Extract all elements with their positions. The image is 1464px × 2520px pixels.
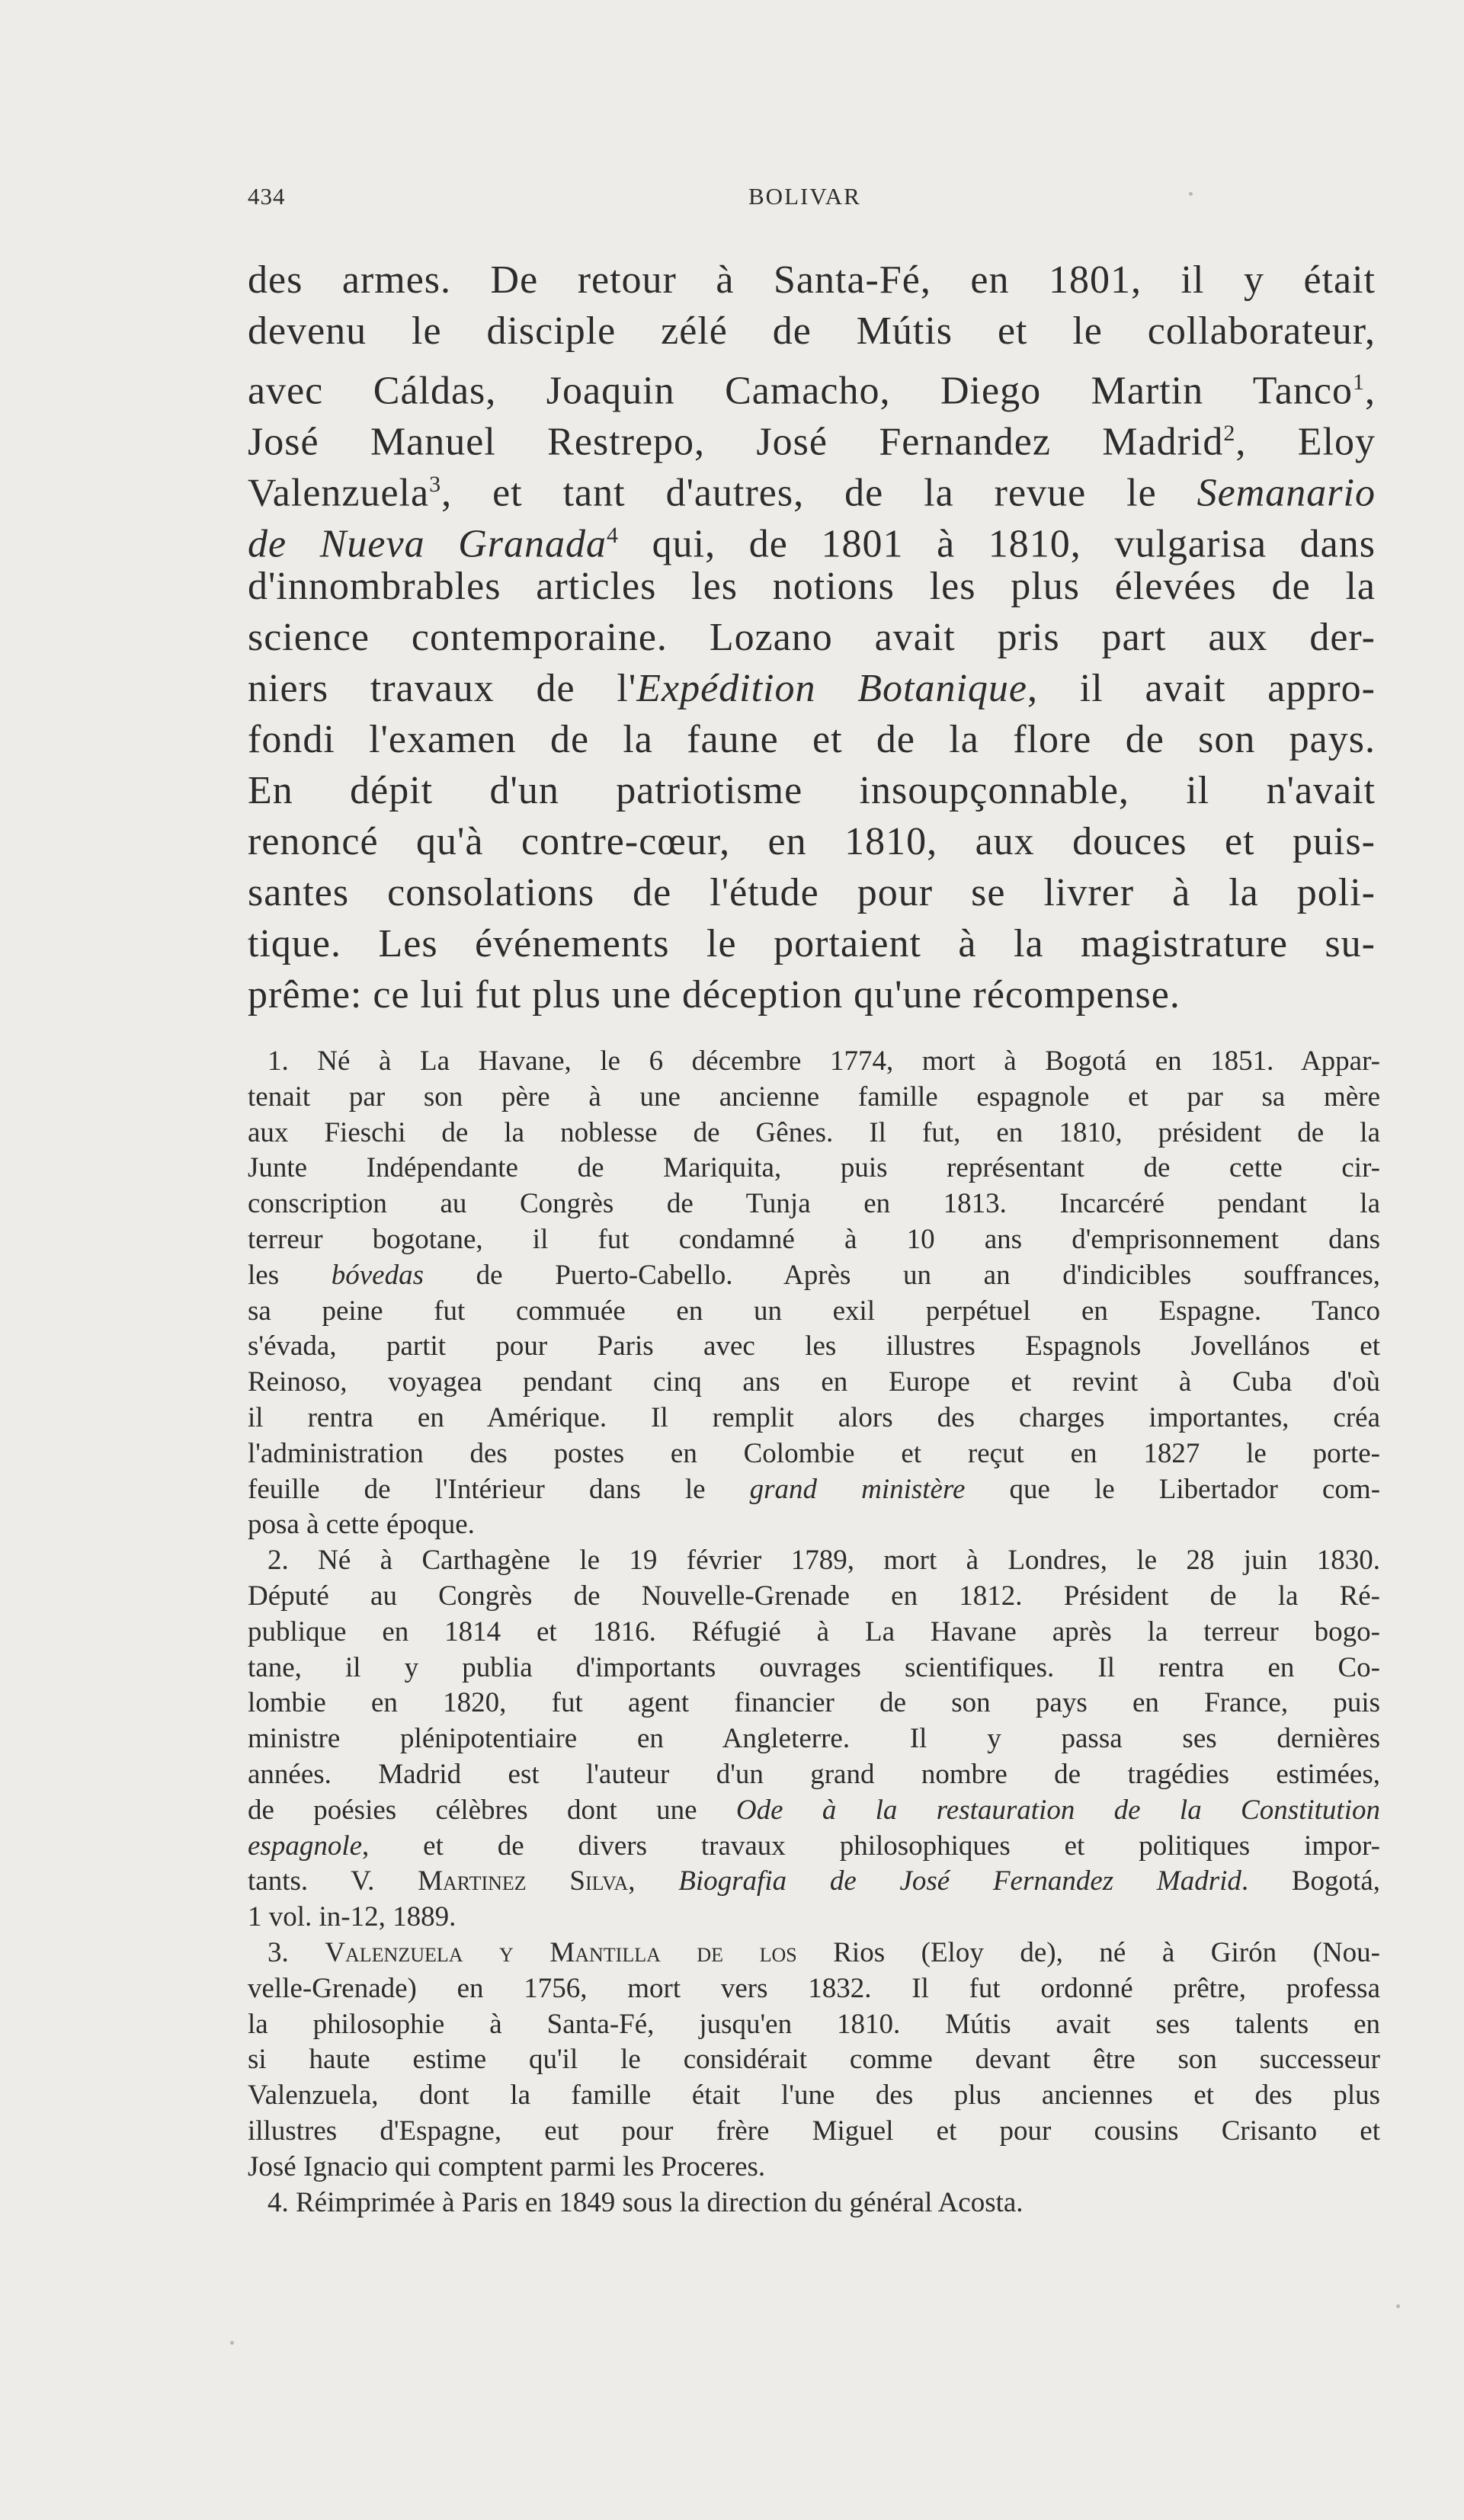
body-line: renoncé qu'à contre-cœur, en 1810, aux douces et puis- xyxy=(248,820,1376,863)
footnote-line: terreur bogotane, il fut condamné à 10 ans d'emprisonnement dans xyxy=(248,1223,1380,1255)
paper-speck xyxy=(1396,2304,1400,2308)
footnote-line: Député au Congrès de Nouvelle-Grenade en 1812. Président de la Ré- xyxy=(248,1580,1380,1612)
body-line: d'innombrables articles les notions les plus élevées de la xyxy=(248,565,1376,608)
body-line: prême: ce lui fut plus une déception qu'une récompense. xyxy=(248,973,1180,1017)
footnote-line: feuille de l'Intérieur dans le grand ministère que le Libertador com- xyxy=(248,1473,1381,1505)
body-line: des armes. De retour à Santa-Fé, en 1801, il y était xyxy=(248,258,1376,302)
italic-title: Expédition Botanique xyxy=(636,667,1027,710)
body-line: de Nueva Granada$^4$ qui, de 1801 à 1810, vulgarisa dans xyxy=(248,522,1376,566)
footnote-line: 1 vol. in-12, 1889. xyxy=(248,1901,456,1933)
page-header xyxy=(248,183,1223,221)
footnote-ref-1: 1 xyxy=(1353,370,1365,395)
footnote-line: illustres d'Espagne, eut pour frère Miguel et pour cousins Crisanto et xyxy=(248,2115,1380,2147)
italic-title: Semanario xyxy=(1197,471,1376,515)
italic-title: de Nueva Granada xyxy=(248,522,607,566)
footnote-line: velle-Grenade) en 1756, mort vers 1832. Il fut ordonné prêtre, professa xyxy=(248,1972,1380,2004)
footnote-ref-4: 4 xyxy=(607,523,619,548)
footnotes xyxy=(248,1044,1380,2221)
body-line: niers travaux de l'Expédition Botanique, il avait appro- xyxy=(248,667,1376,710)
footnote-line: la philosophie à Santa-Fé, jusqu'en 1810. Mútis avait ses talents en xyxy=(248,2008,1380,2040)
footnote-line: conscription au Congrès de Tunja en 1813. Incarcéré pendant la xyxy=(248,1188,1380,1220)
footnote-ref-2: 2 xyxy=(1223,421,1236,446)
body-line: santes consolations de l'étude pour se livrer à la poli- xyxy=(248,871,1376,914)
body-line: fondi l'examen de la faune et de la flore de son pays. xyxy=(248,718,1376,761)
footnote-line: 4. Réimprimée à Paris en 1849 sous la direction du général Acosta. xyxy=(267,2186,1024,2218)
footnote-line: les bóvedas de Puerto-Cabello. Après un an d'indicibles souffrances, xyxy=(248,1259,1381,1291)
footnote-line: si haute estime qu'il le considérait comme devant être son successeur xyxy=(248,2044,1380,2076)
footnote-line: tants. V. Martinez Silva, Biografia de José Fernandez Madrid. Bogotá, xyxy=(248,1865,1380,1897)
footnote-line: il rentra en Amérique. Il remplit alors des charges importantes, créa xyxy=(248,1401,1380,1433)
body-line: Valenzuela$^3$, et tant d'autres, de la revue le Semanario xyxy=(248,471,1376,515)
footnote-line: lombie en 1820, fut agent financier de son pays en France, puis xyxy=(248,1687,1380,1719)
page-number: 434 xyxy=(248,183,286,210)
footnote-line: sa peine fut commuée en un exil perpétuel en Espagne. Tanco xyxy=(248,1295,1380,1327)
paper-speck xyxy=(1189,192,1193,196)
footnote-line: 2. Né à Carthagène le 19 février 1789, mort à Londres, le 28 juin 1830. xyxy=(267,1545,1380,1577)
body-line: devenu le disciple zélé de Mútis et le collaborateur, xyxy=(248,309,1376,353)
running-title: BOLIVAR xyxy=(748,183,861,210)
footnote-line: tane, il y publia d'importants ouvrages scientifiques. Il rentra en Co- xyxy=(248,1651,1380,1683)
footnote-line: espagnole, et de divers travaux philosophiques et politiques impor- xyxy=(248,1830,1380,1862)
footnote-line: s'évada, partit pour Paris avec les illustres Espagnols Jovellános et xyxy=(248,1330,1380,1362)
footnote-line: José Ignacio qui comptent parmi les Proceres. xyxy=(248,2150,766,2182)
body-line: José Manuel Restrepo, José Fernandez Madrid$^2$, Eloy xyxy=(248,420,1376,464)
footnote-line: années. Madrid est l'auteur d'un grand nombre de tragédies estimées, xyxy=(248,1758,1380,1790)
main-text xyxy=(248,255,1376,1020)
footnote-line: ministre plénipotentiaire en Angleterre. Il y passa ses dernières xyxy=(248,1723,1380,1755)
body-line: En dépit d'un patriotisme insoupçonnable, il n'avait xyxy=(248,769,1376,812)
footnote-line: posa à cette époque. xyxy=(248,1509,475,1541)
footnote-ref-3: 3 xyxy=(429,472,442,497)
footnote-line: tenait par son père à une ancienne famille espagnole et par sa mère xyxy=(248,1081,1380,1113)
footnote-line: 1. Né à La Havane, le 6 décembre 1774, mort à Bogotá en 1851. Appar- xyxy=(267,1045,1380,1077)
footnote-line: 3. Valenzuela y Mantilla de los Rios (Eloy de), né à Girón (Nou- xyxy=(267,1936,1380,1968)
paper-speck xyxy=(230,2341,234,2345)
body-line: avec Cáldas, Joaquin Camacho, Diego Martin Tanco$^1$, xyxy=(248,369,1376,413)
footnote-line: Valenzuela, dont la famille était l'une des plus anciennes et des plus xyxy=(248,2080,1380,2112)
footnote-line: Junte Indépendante de Mariquita, puis représentant de cette cir- xyxy=(248,1152,1380,1184)
footnote-line: publique en 1814 et 1816. Réfugié à La Havane après la terreur bogo- xyxy=(248,1615,1380,1647)
footnote-line: Reinoso, voyagea pendant cinq ans en Europe et revint à Cuba d'où xyxy=(248,1366,1380,1398)
footnote-line: aux Fieschi de la noblesse de Gênes. Il fut, en 1810, président de la xyxy=(248,1116,1380,1148)
body-line: tique. Les événements le portaient à la magistrature su- xyxy=(248,922,1376,965)
body-line: science contemporaine. Lozano avait pris part aux der- xyxy=(248,616,1376,659)
footnote-line: l'administration des postes en Colombie et reçut en 1827 le porte- xyxy=(248,1437,1380,1469)
footnote-line: de poésies célèbres dont une Ode à la restauration de la Constitution xyxy=(248,1794,1380,1826)
